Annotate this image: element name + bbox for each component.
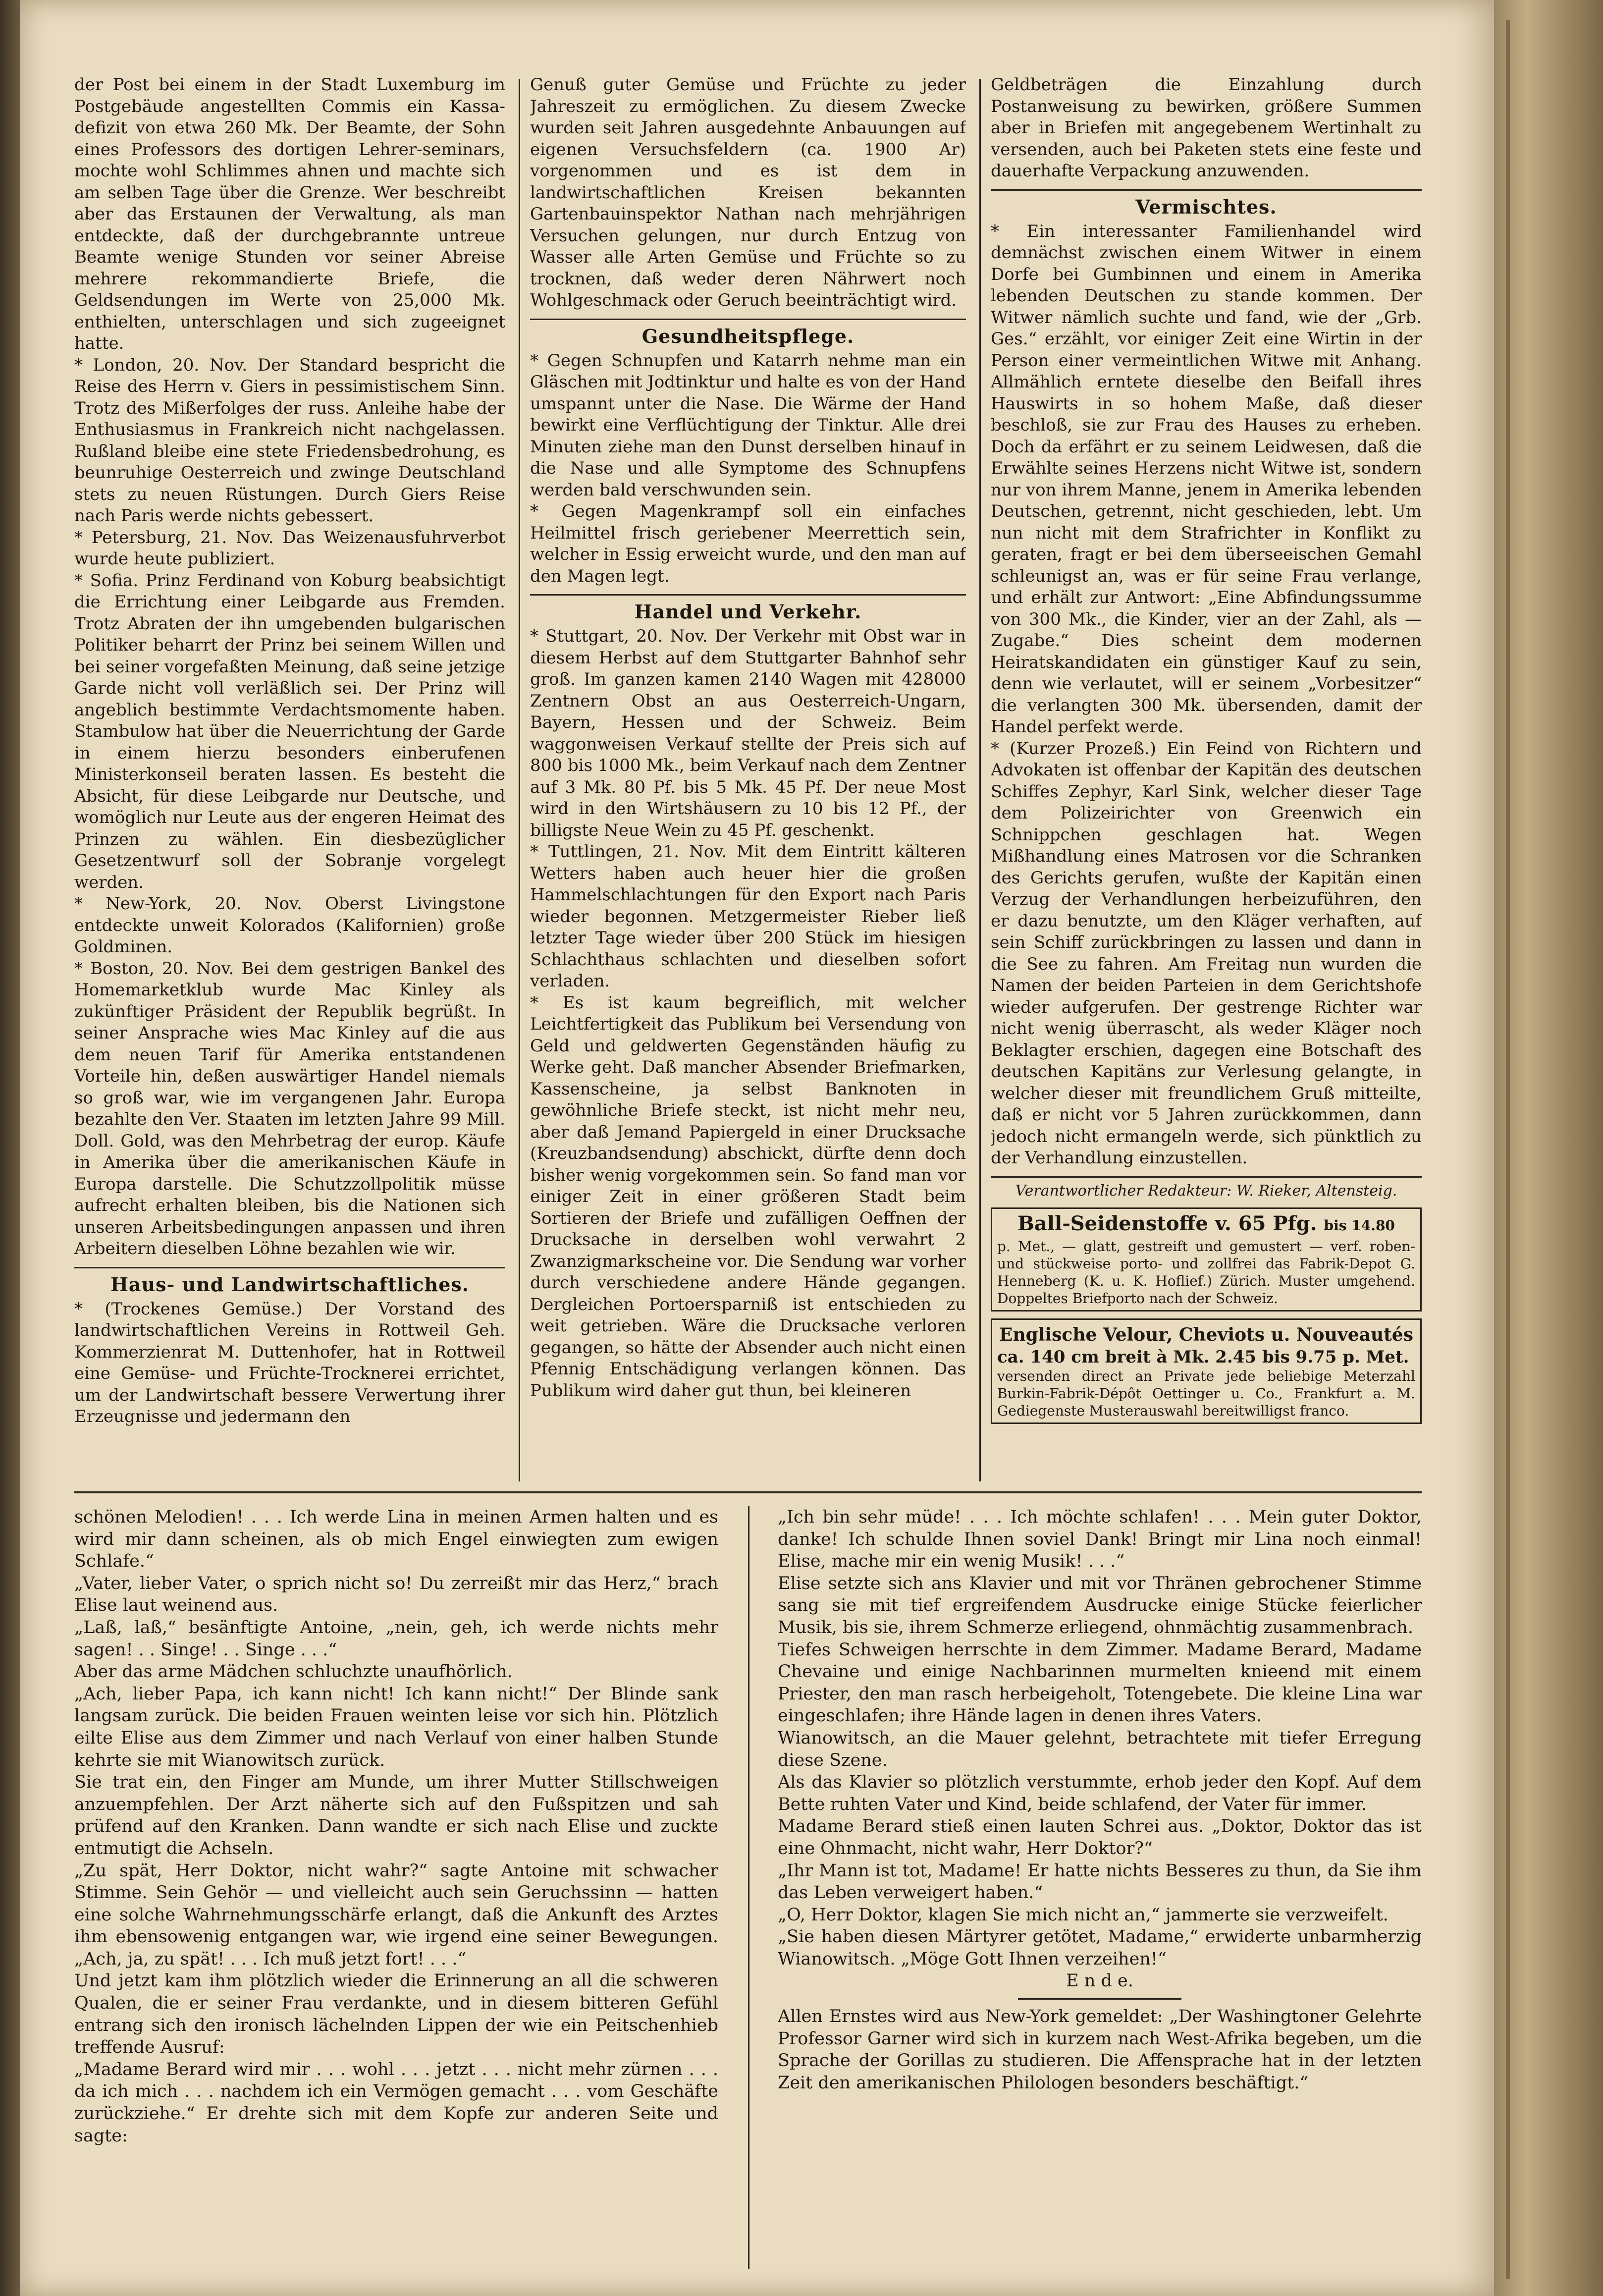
feuilleton-column-left [74,1506,718,2279]
editor-line: Verantwortlicher Redakteur: W. Rieker, Altensteig. [991,1176,1422,1201]
ad-title: Englische Velour, Cheviots u. Nouveautés [999,1324,1413,1345]
story-paragraph: schönen Melodien! . . . Ich werde Lina in meinen Armen halten und es wird mir dann scheinen, als ob mich Engel einwiegten zum ewigen Schlafe.“ [74,1507,718,1572]
ad-text: p. Met., — glatt, gestreift und gemustert — verf. roben- und stückweise porto- und zollfrei das Fabrik-Depot G. Henneberg (K. u. K. Hoflief.) Zürich. Muster umgehend. Doppeltes Briefporto nach der Schweiz. [997,1238,1415,1307]
story-paragraph: „Madame Berard wird mir . . . wohl . . . jetzt . . . nicht mehr zürnen . . . da ich mich . . . nachdem ich ein Vermögen gemacht . . . vom Geschäfte zurückziehe.“ Er drehte sich mit dem Kopfe zur anderen Seite und sagte: [74,2059,718,2146]
story-paragraph: „Ach, lieber Papa, ich kann nicht! Ich kann nicht!“ Der Blinde sank langsam zurück. Die beiden Frauen weinten leise vor sich hin. Plötzlich eilte Elise aus dem Zimmer und nach Verlauf von einer halben Stunde kehrte sie mit Wianowitsch zurück. [74,1684,718,1770]
news-paragraph: * Es ist kaum begreiflich, mit welcher Leichtfertigkeit das Publikum bei Versendung von Geld und geldwerten Gegenständen häufig zu Werke geht. Daß mancher Absender Briefmarken, Kassenscheine, ja selbst Banknoten in gewöhnliche Briefe steckt, ist nicht mehr neu, aber daß Jemand Papiergeld in einer Drucksache (Kreuzbandsendung) abschickt, dürfte denn doch bisher wenig vorgekommen sein. So fand man vor einiger Zeit in einer größeren Stadt beim Sortieren der Briefe und zufälligen Oeffnen der Drucksache in derselben wohl verwahrt 2 Zwanzigmarkscheine vor. Die Sendung war vorher durch verschiedene andere Hände gegangen. Dergleichen Portoersparniß ist entschieden zu weit getrieben. Wäre die Drucksache verloren gegangen, so hätte der Absender auch nicht einen Pfennig Entschädigung verlangen können. Das Publikum wird daher gut thun, bei kleineren [530,992,966,1401]
feuilleton-column-rule [748,1506,749,2269]
news-paragraph: * Boston, 20. Nov. Bei dem gestrigen Bankel des Homemarketklub wurde Mac Kinley als zukünftiger Präsident der Republik begrüßt. In seiner Ansprache wies Mac Kinley auf die aus dem neuen Tarif für Amerika entstandenen Vorteile hin, deßen auswärtiger Handel niemals so groß war, wie im vergangenen Jahr. Europa bezahlte den Ver. Staaten im letzten Jahre 99 Mill. Doll. Gold, was den Mehrbetrag der europ. Käufe in Amerika über die amerikanischen Käufe in Europa darstelle. Die Schutzzollpolitik müsse aufrecht erhalten bleiben, bis die Nationen sich unseren Arbeitsbedingungen anpassen und ihren Arbeitern dieselben Löhne bezahlen wie wir. [74,958,505,1258]
news-paragraph: * Stuttgart, 20. Nov. Der Verkehr mit Obst war in diesem Herbst auf dem Stuttgarter Bahnhof sehr groß. Im ganzen kamen 2140 Wagen mit 428000 Zentnern Obst an aus Oesterreich-Ungarn, Bayern, Hessen und der Schweiz. Beim waggonweisen Verkauf stellte der Preis sich auf 800 bis 1000 Mk., beim Verkauf nach dem Zentner auf 3 Mk. 80 Pf. bis 5 Mk. 45 Pf. Der neue Most wird in den Wirtshäusern zu 10 bis 12 Pf., der billigste Neue Wein zu 45 Pf. geschenkt. [530,626,966,840]
page-edge [1494,0,1603,2296]
column-rule [519,79,520,1481]
column-3 [991,74,1422,1486]
news-section [74,74,1422,1486]
ad-main: ca. 140 cm breit à Mk. 2.45 bis 9.75 p. Met. [997,1347,1409,1367]
page-edge-line [1506,20,1510,2279]
ad-text: versenden direct an Private jede beliebige Meterzahl Burkin-Fabrik-Dépôt Oettinger u. Co., Frankfurt a. M. Gediegenste Musterauswahl bereitwilligst franco. [997,1367,1415,1419]
advertisement-silk [991,1207,1422,1312]
story-paragraph: Madame Berard stieß einen lauten Schrei aus. „Doktor, Doktor das ist eine Ohnmacht, nicht wahr, Herr Doktor?“ [778,1816,1422,1859]
feuilleton-rule [74,1491,1422,1493]
news-paragraph: * (Trockenes Gemüse.) Der Vorstand des landwirtschaftlichen Vereins in Rottweil Geh. Kommerzienrat M. Duttenhofer, hat in Rottweil eine Gemüse- und Früchte-Trocknerei errichtet, um der Landwirtschaft bessere Verwertung ihrer Erzeugnisse und jedermann den [74,1299,505,1426]
column-1 [74,74,505,1486]
news-paragraph: * New-York, 20. Nov. Oberst Livingstone entdeckte unweit Kolorados (Kalifornien) große Goldminen. [74,894,505,957]
closing-paragraph: Allen Ernstes wird aus New-York gemeldet: „Der Washingtoner Gelehrte Professor Garner wird sich in kurzem nach West-Afrika begeben, um die Sprache der Gorillas zu studieren. Die Affensprache hat in der letzten Zeit den amerikanischen Philologen besonders beschäftigt.“ [778,2007,1422,2093]
section-heading: Haus- und Landwirtschaftliches. [74,1267,505,1296]
story-paragraph: Aber das arme Mädchen schluchzte unaufhörlich. [74,1662,513,1682]
news-paragraph: der Post bei einem in der Stadt Luxemburg im Postgebäude angestellten Commis ein Kassa-defizit von etwa 260 Mk. Der Beamte, der Sohn eines Professors des dortigen Lehrer-seminars, mochte wohl Schlimmes ahnen und machte sich am selben Tage über die Grenze. Wer beschreibt aber das Erstaunen der Verwaltung, als man entdeckte, daß der durchgebrannte untreue Beamte wenige Stunden vor seiner Abreise mehrere rekommandierte Briefe, die Geldsendungen im Werte von 25,000 Mk. enthielten, unterschlagen und sich zugeeignet hatte. [74,75,505,353]
story-paragraph: Sie trat ein, den Finger am Munde, um ihrer Mutter Stillschweigen anzuempfehlen. Der Arzt näherte sich auf den Fußspitzen und sah prüfend auf den Kranken. Dann wandte er sich nach Elise und zuckte entmutigt die Achseln. [74,1772,718,1859]
story-paragraph: „Zu spät, Herr Doktor, nicht wahr?“ sagte Antoine mit schwacher Stimme. Sein Gehör — und vielleicht auch sein Geruchssinn — hatten eine solche Wahrnehmungsschärfe erlangt, daß die Ankunft des Arztes ihm ebensowenig entgangen war, wie irgend eine seiner Bewegungen. „Ach, ja, zu spät! . . . Ich muß jetzt fort! . . .“ [74,1860,718,1969]
feuilleton-section [74,1506,1422,2279]
news-paragraph: * (Kurzer Prozeß.) Ein Feind von Richtern und Advokaten ist offenbar der Kapitän des deutschen Schiffes Zephyr, Karl Sink, welcher dieser Tage dem Polizeirichter von Greenwich ein Schnippchen geschlagen hat. Wegen Mißhandlung eines Matrosen vor die Schranken des Gerichts gerufen, wußte der Kapitän einen Verzug der Verhandlungen herbeizuführen, den er dazu benutzte, um den Kläger verhaften, auf sein Schiff zurückbringen zu lassen und dann in die See zu fahren. Am Freitag nun wurden die Namen der beiden Parteien in dem Gerichtshofe wieder aufgerufen. Der gestrenge Richter war nicht wenig überrascht, als weder Kläger noch Beklagter erschien, dagegen eine Botschaft des deutschen Kapitäns zur Verlesung gelangte, in welcher dieser mit freundlichem Gruß mitteilte, daß er nicht vor 5 Jahren zurückkommen, dann jedoch nicht ermangeln werde, sich pünktlich zu der Verhandlung einzustellen. [991,738,1422,1168]
story-paragraph: „Ich bin sehr müde! . . . Ich möchte schlafen! . . . Mein guter Doktor, danke! Ich schulde Ihnen soviel Dank! Bringt mir Lina noch einmal! Elise, mache mir ein wenig Musik! . . .“ [778,1507,1422,1572]
news-paragraph: Genuß guter Gemüse und Früchte zu jeder Jahreszeit zu ermöglichen. Zu diesem Zwecke wurden seit Jahren ausgedehnte Anbauungen auf eigenen Versuchsfeldern (ca. 1900 Ar) vorgenommen und es ist dem in landwirtschaftlichen Kreisen bekannten Gartenbauinspektor Nathan nach mehrjährigen Versuchen gelungen, nur durch Entzug von Wasser alle Arten Gemüse und Früchte so zu trocknen, daß weder deren Nährwert noch Wohlgeschmack oder Geruch beeinträchtigt wird. [530,75,966,310]
ad-title: Ball-Seidenstoffe v. 65 Pfg. bis 14.80 [1017,1211,1395,1235]
news-paragraph: * London, 20. Nov. Der Standard bespricht die Reise des Herrn v. Giers in pessimistischem Sinn. Trotz des Mißerfolges der russ. Anleihe habe der Enthusiasmus in Frankreich nicht nachgelassen. Rußland bleibe eine stete Friedensbedrohung, es beunruhige Oesterreich und zwinge Deutschland stets zu neuen Rüstungen. Durch Giers Reise nach Paris werde nichts gebessert. [74,355,505,526]
news-paragraph: * Ein interessanter Familienhandel wird demnächst zwischen einem Witwer in einem Dorfe bei Gumbinnen und einem in Amerika lebenden Deutschen zu stande kommen. Der Witwer nämlich suchte und fand, wie der „Grb. Ges.“ erzählt, vor einiger Zeit eine Wirtin in der Person einer vermeintlichen Witwe mit Anhang. Allmählich erntete dieselbe den Beifall ihres Hauswirts in so hohem Maße, daß dieser beschloß, sie zur Frau des Hauses zu erheben. Doch da erfährt er zu seinem Leidwesen, daß die Erwählte seines Herzens nicht Witwe ist, sondern nur von ihrem Manne, jenem in Amerika lebenden Deutschen, getrennt, nicht geschieden, lebt. Um nun nicht mit dem Strafrichter in Konflikt zu geraten, fragt er bei dem überseeischen Gemahl schleunigst an, was er für seine Frau verlange, und erhält zur Antwort: „Eine Abfindungssumme von 300 Mk., die Kinder, vier an der Zahl, als — Zugabe.“ Dies scheint dem modernen Heiratskandidaten ein günstiger Kauf zu sein, denn wie verlautet, will er seinem „Vorbesitzer“ die verlangten 300 Mk. übersenden, damit der Handel perfekt werde. [991,221,1422,737]
story-paragraph: „Laß, laß,“ besänftigte Antoine, „nein, geh, ich werde nichts mehr sagen! . . Singe! . . Singe . . .“ [74,1617,718,1660]
advertisement-velour [991,1318,1422,1424]
news-paragraph: * Petersburg, 21. Nov. Das Weizenausfuhrverbot wurde heute publiziert. [74,527,505,569]
news-paragraph: * Sofia. Prinz Ferdinand von Koburg beabsichtigt die Errichtung einer Leibgarde aus Fremden. Trotz Abraten der ihn umgebenden bulgarischen Politiker beharrt der Prinz bei seinem Willen und bei seiner vorgefaßten Meinung, daß seine jetzige Garde nicht voll verläßlich sei. Der Prinz will angeblich bestimmte Verdachtsmomente haben. Stambulow hat über die Neuerrichtung der Garde in einem hierzu besonders einberufenen Ministerkonseil beraten lassen. Es besteht die Absicht, für diese Leibgarde nur Deutsche, und womöglich nur Leute aus der engeren Heimat des Prinzen zu wählen. Ein diesbezüglicher Gesetzentwurf soll der Sobranje vorgelegt werden. [74,570,505,892]
story-paragraph: Elise setzte sich ans Klavier und mit vor Thränen gebrochener Stimme sang sie mit tief ergreifendem Ausdrucke einige Stücke feierlicher Musik, bis sie, ihrem Schmerze erliegend, ohnmächtig zusammenbrach. [778,1573,1422,1638]
news-paragraph: Geldbeträgen die Einzahlung durch Postanweisung zu bewirken, größere Summen aber in Briefen mit angegebenem Wertinhalt zu versenden, auch bei Paketen stets eine feste und dauerhafte Verpackung anzuwenden. [991,75,1422,181]
feuilleton-column-right [778,1506,1422,2279]
story-paragraph: Als das Klavier so plötzlich verstummte, erhob jeder den Kopf. Auf dem Bette ruhten Vater und Kind, beide schlafend, der Vater für immer. [778,1772,1422,1814]
news-paragraph: * Gegen Magenkrampf soll ein einfaches Heilmittel frisch geriebener Meerrettich sein, welcher in Essig erweicht wurde, und den man auf den Magen legt. [530,501,966,586]
story-paragraph: Und jetzt kam ihm plötzlich wieder die Erinnerung an all die schweren Qualen, die er seiner Frau verdankte, und in diesem bitteren Gefühl entrang sich den ironisch lächelnden Lippen der wie ein Peitschenhieb treffende Ausruf: [74,1971,718,2058]
column-2 [530,74,966,1486]
story-paragraph: „Sie haben diesen Märtyrer getötet, Madame,“ erwiderte unbarmherzig Wianowitsch. „Möge Gott Ihnen verzeihen!“ [778,1927,1422,1969]
separator-rule [1018,1998,1181,2000]
book-binding [0,0,20,2296]
story-ende: E n d e. [1066,1971,1133,1991]
story-paragraph: „O, Herr Doktor, klagen Sie mich nicht an,“ jammerte sie verzweifelt. [778,1905,1389,1925]
story-paragraph: „Ihr Mann ist tot, Madame! Er hatte nichts Besseres zu thun, da Sie ihm das Leben verweigert haben.“ [778,1860,1422,1903]
story-paragraph: Tiefes Schweigen herrschte in dem Zimmer. Madame Berard, Madame Chevaine und einige Nachbarinnen murmelten knieend mit einem Priester, den man rasch herbeigeholt, Totengebete. Die kleine Lina war eingeschlafen; ihre Hände lagen in denen ihres Vaters. [778,1640,1422,1726]
news-paragraph: * Tuttlingen, 21. Nov. Mit dem Eintritt kälteren Wetters haben auch heuer hier die großen Hammelschlachtungen für den Export nach Paris wieder begonnen. Metzgermeister Rieber ließ letzter Tage wieder über 200 Stück im hiesigen Schlachthaus schlachten und dieselben sofort verladen. [530,842,966,991]
section-heading: Gesundheitspflege. [530,319,966,347]
story-paragraph: „Vater, lieber Vater, o sprich nicht so! Du zerreißt mir das Herz,“ brach Elise laut weinend aus. [74,1573,718,1616]
column-rule [979,79,981,1481]
section-heading: Vermischtes. [991,189,1422,218]
section-heading: Handel und Verkehr. [530,594,966,623]
story-paragraph: Wianowitsch, an die Mauer gelehnt, betrachtete mit tiefer Erregung diese Szene. [778,1728,1422,1770]
news-paragraph: * Gegen Schnupfen und Katarrh nehme man ein Gläschen mit Jodtinktur und halte es von der Hand umspannt unter die Nase. Die Wärme der Hand bewirkt eine Verflüchtigung der Tinktur. Alle drei Minuten ziehe man den Dunst derselben hinauf in die Nase und alle Symptome des Schnupfens werden bald verschwunden sein. [530,350,966,500]
